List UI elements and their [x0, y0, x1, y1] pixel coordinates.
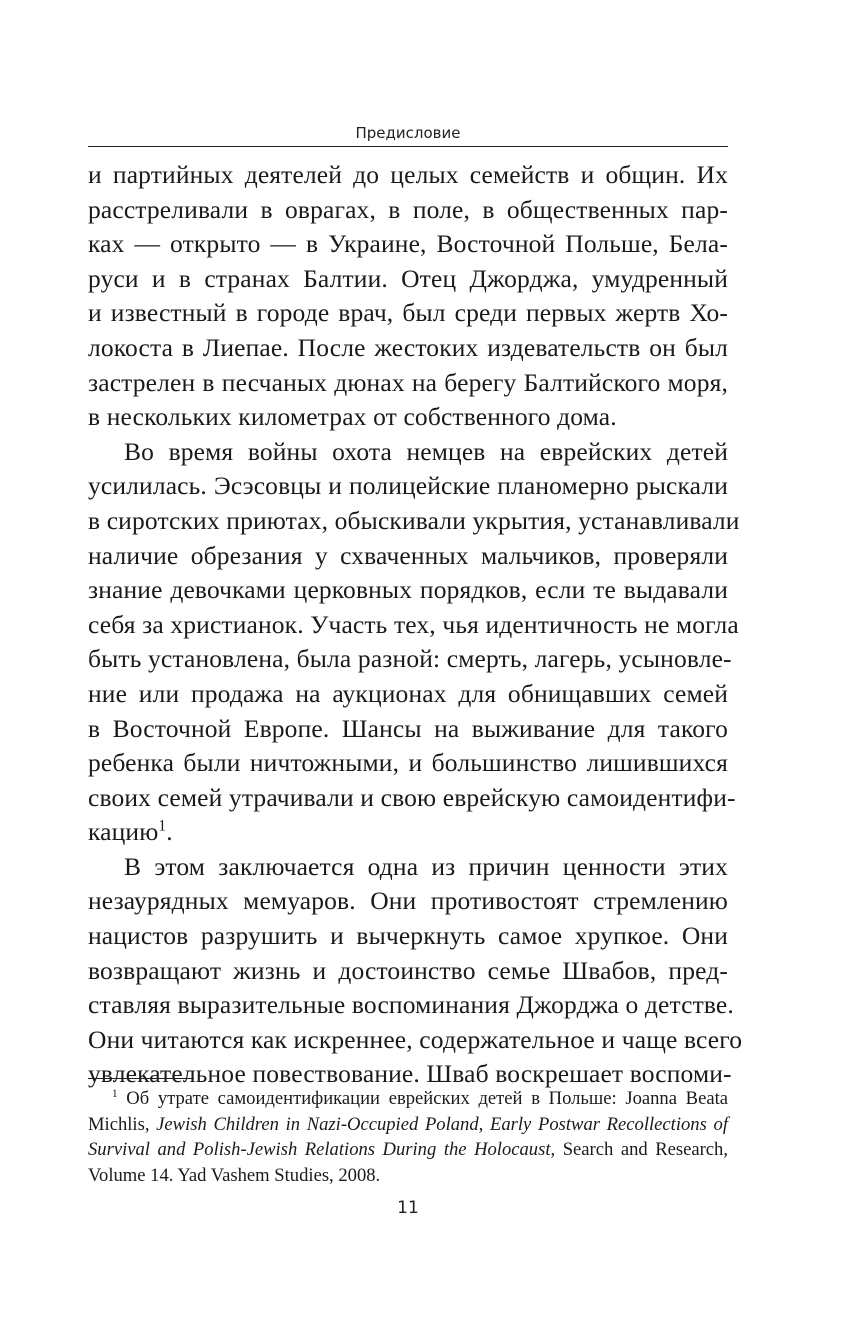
- text-line: ках — открыто — в Украине, Восточной Польше, Бела-: [88, 229, 728, 259]
- text-line: наличие обрезания у схваченных мальчиков, проверяли: [88, 540, 728, 570]
- text-line: знание девочками церковных порядков, если те выдавали: [88, 575, 728, 605]
- text-line: расстреливали в оврагах, в поле, в общественных пар-: [88, 194, 728, 224]
- text-line: незаурядных мемуаров. Они противостоят стремлению: [88, 886, 728, 916]
- text-line: в нескольких километрах от собственного дома.: [88, 402, 617, 432]
- text-line: локоста в Лиепае. После жестоких издевательств он был: [88, 332, 728, 362]
- page-number: 11: [397, 1198, 419, 1218]
- text-line: в Восточной Европе. Шансы на выживание для такого: [88, 713, 728, 743]
- footnote-title: Jewish Children in Nazi-Occupied Poland, Early Postwar Recollections of: [156, 1113, 728, 1135]
- text-line: ние или продажа на аукционах для обнищавших семей: [88, 678, 728, 708]
- text-line-with-footnote: [88, 815, 728, 850]
- footnote-rule: [88, 1078, 194, 1079]
- footnote-text: Об утрате самоидентификации еврейских детей в Польше: Joanna Beata: [126, 1088, 728, 1109]
- text-line: своих семей утрачивали и свою еврейскую самоидентифи-: [88, 782, 736, 812]
- period: .: [166, 817, 173, 847]
- text-line: усилилась. Эсэсовцы и полицейские планомерно рыскали: [88, 471, 728, 501]
- paragraph-1: [88, 158, 728, 435]
- footnote: [88, 1086, 728, 1188]
- text-line: и известный в городе врач, был среди первых жертв Хо-: [88, 298, 728, 328]
- text-line: себя за христианок. Участь тех, чья идентичность не могла: [88, 609, 739, 639]
- text-line: возвращают жизнь и достоинство семье Швабов, пред-: [88, 955, 728, 985]
- book-page: [88, 0, 743, 1329]
- footnote-number: 1: [112, 1087, 118, 1100]
- text-line: нацистов разрушить и вычеркнуть самое хрупкое. Они: [88, 921, 728, 951]
- text-line: и партийных деятелей до целых семейств и общин. Их: [88, 160, 728, 189]
- footnote-series: , Search and Research,: [550, 1139, 728, 1161]
- text-line: быть установлена, была разной: смерть, лагерь, усыновле-: [88, 644, 732, 674]
- footnote-line: [88, 1137, 728, 1163]
- running-head: Предисловие: [355, 124, 461, 142]
- header-rule: [88, 146, 728, 147]
- footnote-line: Volume 14. Yad Vashem Studies, 2008.: [88, 1164, 381, 1186]
- text-line: руси и в странах Балтии. Отец Джорджа, умудренный: [88, 263, 728, 293]
- footnote-reference[interactable]: 1: [158, 817, 167, 835]
- text-line: в сиротских приютах, обыскивали укрытия, устанавливали: [88, 505, 740, 535]
- text-line: ставляя выразительные воспоминания Джорджа о детстве.: [88, 990, 734, 1020]
- text-line: застрелен в песчаных дюнах на берегу Балтийского моря,: [88, 367, 728, 397]
- footnote-title-cont: Survival and Polish-Jewish Relations During the Holocaust: [88, 1139, 551, 1161]
- text-line: увлекательное повествование. Шваб воскрешает воспоми-: [88, 1059, 732, 1089]
- footnote-line: [88, 1112, 728, 1138]
- paragraph-3: [88, 850, 743, 1092]
- footnote-line: [88, 1086, 728, 1112]
- text-line: В этом заключается одна из причин ценности этих: [124, 851, 728, 881]
- text-fragment: кацию: [88, 817, 159, 847]
- text-line: ребенка были ничтожными, и большинство лишившихся: [88, 748, 728, 778]
- footnote-author: Michlis,: [88, 1113, 157, 1135]
- text-line: Во время войны охота немцев на еврейских детей: [124, 436, 728, 466]
- text-line: Они читаются как искреннее, содержательное и чаще всего: [88, 1024, 743, 1054]
- paragraph-2: [88, 435, 740, 850]
- body-text: [88, 158, 743, 1092]
